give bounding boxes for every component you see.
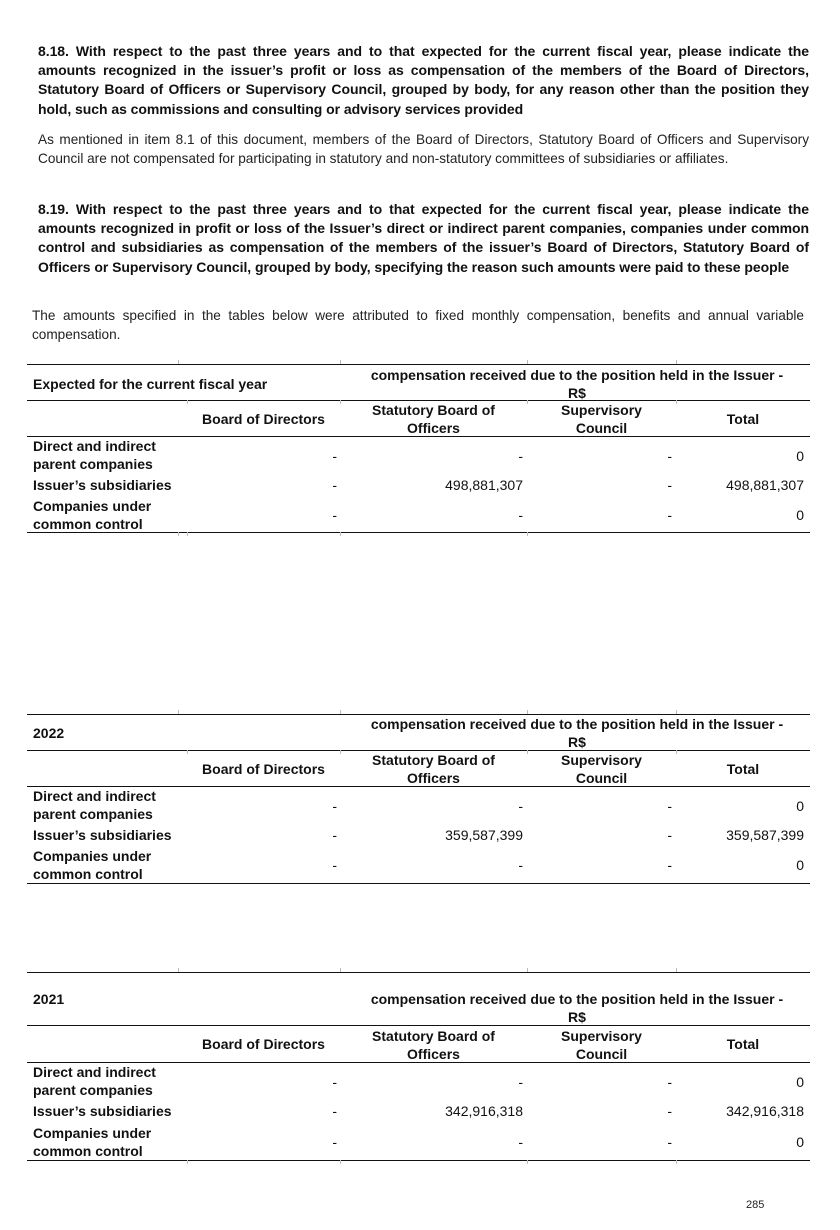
col-header-line: Officers — [407, 419, 460, 436]
row-label-line: Direct and indirect — [33, 1064, 156, 1080]
column-tick — [178, 360, 179, 364]
row-label-subsidiaries: Issuer’s subsidiaries — [33, 477, 172, 493]
column-tick — [340, 532, 341, 536]
col-header-line: Officers — [407, 769, 460, 786]
table-rule-bottom — [27, 883, 810, 884]
table-rule-header — [27, 400, 810, 401]
col-header-total: Total — [726, 411, 760, 427]
cell-total: 359,587,399 — [726, 827, 804, 843]
cell-supervisory: - — [667, 857, 672, 873]
table-rule-top — [27, 364, 810, 365]
col-header-statutory-board — [340, 752, 527, 787]
section-8-18-body: As mentioned in item 8.1 of this document, members of the Board of Directors, Statutory Board of Officers and Supervisory Council are not compensated for participating in statutory and non-statutory committees of subsidiaries or affiliates. — [38, 132, 809, 166]
col-header-supervisory-council — [527, 1028, 676, 1063]
cell-statutory: - — [518, 1074, 523, 1090]
column-tick — [187, 532, 188, 536]
cell-board: - — [332, 477, 337, 493]
row-label-parents — [33, 788, 156, 823]
group-header-line2: R$ — [568, 1008, 586, 1025]
section-8-19-body: The amounts specified in the tables below were attributed to fixed monthly compensation, benefits and annual variable compensation. — [32, 308, 804, 342]
cell-total: 0 — [796, 798, 804, 814]
cell-total: 0 — [796, 857, 804, 873]
row-label-common-control — [33, 498, 151, 533]
compensation-table-2021 — [27, 972, 810, 1162]
cell-statutory: - — [518, 507, 523, 523]
cell-board: - — [332, 857, 337, 873]
page-number: 285 — [746, 1199, 765, 1211]
row-label-line: parent companies — [33, 455, 153, 472]
group-header-line1: compensation received due to the position held in the Issuer - — [370, 991, 784, 1007]
table-rule-bottom — [27, 532, 810, 533]
row-label-parents — [33, 438, 156, 473]
row-label-line: Direct and indirect — [33, 438, 156, 454]
column-tick — [527, 1160, 528, 1164]
col-header-line: Council — [575, 769, 628, 786]
col-header-line: Statutory Board of — [372, 752, 495, 768]
cell-total: 0 — [796, 507, 804, 523]
table-rule-top — [27, 714, 810, 715]
cell-supervisory: - — [667, 1103, 672, 1119]
column-tick — [187, 1160, 188, 1164]
cell-supervisory: - — [667, 448, 672, 464]
cell-statutory: - — [518, 448, 523, 464]
row-label-line: Companies under — [33, 1125, 152, 1141]
col-header-line: Council — [575, 1045, 628, 1062]
row-label-subsidiaries: Issuer’s subsidiaries — [33, 1103, 172, 1119]
col-header-statutory-board — [340, 1028, 527, 1063]
cell-board: - — [332, 448, 337, 464]
col-header-board-of-directors: Board of Directors — [202, 411, 325, 427]
cell-supervisory: - — [667, 798, 672, 814]
group-header — [342, 991, 812, 1026]
column-tick — [340, 1160, 341, 1164]
cell-total: 342,916,318 — [726, 1103, 804, 1119]
column-tick — [187, 750, 188, 754]
row-label-line: common control — [33, 1142, 143, 1159]
cell-statutory: - — [518, 798, 523, 814]
table-period-label: 2022 — [33, 725, 65, 741]
compensation-table-2022 — [27, 714, 810, 886]
col-header-line: Supervisory — [561, 402, 642, 418]
cell-total: 498,881,307 — [726, 477, 804, 493]
row-label-line: Direct and indirect — [33, 788, 156, 804]
row-label-common-control — [33, 1125, 151, 1160]
column-tick — [340, 360, 341, 364]
table-period-label: 2021 — [33, 991, 65, 1007]
col-header-line: Statutory Board of — [372, 1028, 495, 1044]
cell-supervisory: - — [667, 1074, 672, 1090]
col-header-line: Council — [575, 419, 628, 436]
cell-total: 0 — [796, 1134, 804, 1150]
row-label-line: common control — [33, 865, 143, 882]
column-tick — [676, 968, 677, 972]
compensation-table-expected — [27, 364, 810, 536]
group-header-line1: compensation received due to the position held in the Issuer - — [370, 716, 784, 732]
column-tick — [527, 360, 528, 364]
cell-board: - — [332, 827, 337, 843]
cell-board: - — [332, 1103, 337, 1119]
group-header-line1: compensation received due to the position held in the Issuer - — [370, 367, 784, 383]
col-header-total: Total — [726, 761, 760, 777]
column-tick — [178, 532, 179, 536]
column-tick — [527, 710, 528, 714]
cell-statutory: 342,916,318 — [445, 1103, 523, 1119]
row-label-parents — [33, 1064, 156, 1099]
column-tick — [676, 1160, 677, 1164]
table-period-label: Expected for the current fiscal year — [33, 376, 268, 392]
group-header — [342, 716, 812, 751]
group-header — [342, 367, 812, 402]
table-rule-header — [27, 1025, 810, 1026]
cell-total: 0 — [796, 448, 804, 464]
section-8-19-heading: 8.19. With respect to the past three years and to that expected for the current fiscal year, please indicate the amounts recognized in profit or loss of the Issuer’s direct or indirect parent companies, companies under common control and subsidiaries as compensation of the members of the issuer’s Board of Directors, Statutory Board of Officers or Supervisory Council, grouped by body, specifying the reason such amounts were paid to these people — [38, 201, 809, 275]
col-header-board-of-directors: Board of Directors — [202, 761, 325, 777]
column-tick — [178, 968, 179, 972]
column-tick — [676, 710, 677, 714]
cell-statutory: - — [518, 857, 523, 873]
row-label-line: parent companies — [33, 805, 153, 822]
column-tick — [340, 710, 341, 714]
table-rule-body — [27, 786, 810, 787]
cell-board: - — [332, 798, 337, 814]
column-tick — [676, 400, 677, 404]
cell-supervisory: - — [667, 827, 672, 843]
col-header-board-of-directors: Board of Directors — [202, 1036, 325, 1052]
cell-board: - — [332, 1074, 337, 1090]
row-label-line: Companies under — [33, 498, 152, 514]
cell-statutory: 359,587,399 — [445, 827, 523, 843]
table-rule-header — [27, 750, 810, 751]
cell-supervisory: - — [667, 1134, 672, 1150]
group-header-line2: R$ — [568, 384, 586, 401]
table-rule-body — [27, 1062, 810, 1063]
cell-board: - — [332, 1134, 337, 1150]
row-label-line: common control — [33, 515, 143, 532]
table-rule-top — [27, 972, 810, 973]
col-header-supervisory-council — [527, 402, 676, 437]
cell-total: 0 — [796, 1074, 804, 1090]
col-header-statutory-board — [340, 402, 527, 437]
row-label-line: parent companies — [33, 1081, 153, 1098]
column-tick — [187, 400, 188, 404]
cell-board: - — [332, 507, 337, 523]
column-tick — [340, 968, 341, 972]
col-header-line: Officers — [407, 1045, 460, 1062]
cell-statutory: - — [518, 1134, 523, 1150]
group-header-line2: R$ — [568, 733, 586, 750]
column-tick — [178, 710, 179, 714]
col-header-total: Total — [726, 1036, 760, 1052]
cell-statutory: 498,881,307 — [445, 477, 523, 493]
table-rule-bottom — [27, 1160, 810, 1161]
column-tick — [527, 532, 528, 536]
table-rule-body — [27, 436, 810, 437]
column-tick — [676, 360, 677, 364]
col-header-line: Supervisory — [561, 752, 642, 768]
cell-supervisory: - — [667, 477, 672, 493]
col-header-line: Statutory Board of — [372, 402, 495, 418]
column-tick — [676, 750, 677, 754]
col-header-supervisory-council — [527, 752, 676, 787]
row-label-subsidiaries: Issuer’s subsidiaries — [33, 827, 172, 843]
row-label-common-control — [33, 848, 151, 883]
column-tick — [527, 968, 528, 972]
col-header-line: Supervisory — [561, 1028, 642, 1044]
cell-supervisory: - — [667, 507, 672, 523]
section-8-18-heading: 8.18. With respect to the past three years and to that expected for the current fiscal year, please indicate the amounts recognized in the issuer’s profit or loss as compensation of the members of the Board of Directors, Statutory Board of Officers or Supervisory Council, grouped by body, for any reason other than the position they hold, such as commissions and consulting or advisory services provided — [38, 43, 809, 117]
row-label-line: Companies under — [33, 848, 152, 864]
